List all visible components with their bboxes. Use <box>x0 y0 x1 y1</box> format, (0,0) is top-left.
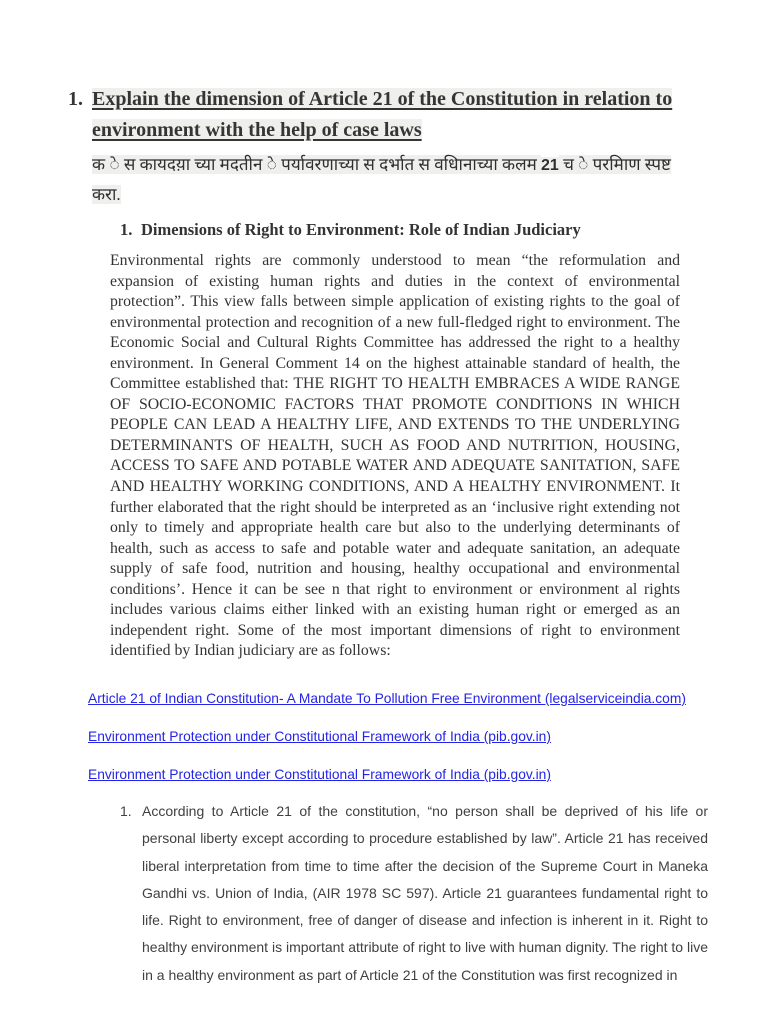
hyperlink-legalserviceindia[interactable]: Article 21 of Indian Constitution- A Mandate To Pollution Free Environment (legalserviceindia.com) <box>88 691 686 706</box>
list-item-text: According to Article 21 of the constitution, “no person shall be deprived of his life or personal liberty except according to procedure established by law”. Article 21 has received liberal interpretation from time to time after the decision of the Supreme Court in Maneka Gandhi vs. Union of India, (AIR 1978 SC 597). Article 21 guarantees fundamental right to life. Right to environment, free of danger of disease and infection is inherent in it. Right to healthy environment is important attribute of right to live with human dignity. The right to live in a healthy environment as part of Article 21 of the Constitution was first recognized in <box>142 803 708 983</box>
section-heading <box>120 220 680 240</box>
marathi-text-before: क े स कायदय़ा च्या मदतीन े पर्यावरणाच्या स दर्भात स वधिानाच्या कलम <box>92 155 542 174</box>
section-heading-number: 1. <box>120 220 133 239</box>
section-heading-text: Dimensions of Right to Environment: Role of Indian Judiciary <box>141 220 581 239</box>
question-content <box>92 84 684 209</box>
hyperlink-pib-1[interactable]: Environment Protection under Constitutional Framework of India (pib.gov.in) <box>88 729 551 744</box>
marathi-number: 21 <box>541 157 559 174</box>
hyperlink-pib-2[interactable]: Environment Protection under Constitutional Framework of India (pib.gov.in) <box>88 767 551 782</box>
question-subtitle-marathi <box>92 150 680 209</box>
numbered-list <box>120 798 708 989</box>
list-item-number: 1. <box>120 803 132 819</box>
links-block <box>88 692 688 806</box>
body-paragraph: Environmental rights are commonly understood to mean “the reformulation and expansion of existing human rights and duties in the context of environmental protection”. This view falls between simple application of existing rights to the goal of environmental protection and recognition of a new full-fledged right to environment. The Economic Social and Cultural Rights Committee has addressed the right to a healthy environment. In General Comment 14 on the highest attainable standard of health, the Committee established that: THE RIGHT TO HEALTH EMBRACES A WIDE RANGE OF SOCIO-ECONOMIC FACTORS THAT PROMOTE CONDITIONS IN WHICH PEOPLE CAN LEAD A HEALTHY LIFE, AND EXTENDS TO THE UNDERLYING DETERMINANTS OF HEALTH, SUCH AS FOOD AND NUTRITION, HOUSING, ACCESS TO SAFE AND POTABLE WATER AND ADEQUATE SANITATION, SAFE AND HEALTHY WORKING CONDITIONS, AND A HEALTHY ENVIRONMENT. It further elaborated that the right should be interpreted as an ‘inclusive right extending not only to timely and appropriate health care but also to the underlying determinants of health, such as access to safe and potable water and adequate sanitation, an adequate supply of safe food, nutrition and housing, healthy occupational and environmental conditions’. Hence it can be see n that right to environment or environment al rights includes various claims either linked with an existing human right or emerged as an independent right. Some of the most important dimensions of right to environment identified by Indian judiciary are as follows: <box>110 252 680 660</box>
list-item <box>120 798 708 989</box>
question-number: 1. <box>68 88 83 110</box>
question-title: Explain the dimension of Article 21 of the Constitution in relation to environment with the help of case laws <box>92 88 673 141</box>
marathi-text-after: च े परमिाण स्पष्ट करा. <box>92 155 671 204</box>
question-block <box>68 84 684 209</box>
